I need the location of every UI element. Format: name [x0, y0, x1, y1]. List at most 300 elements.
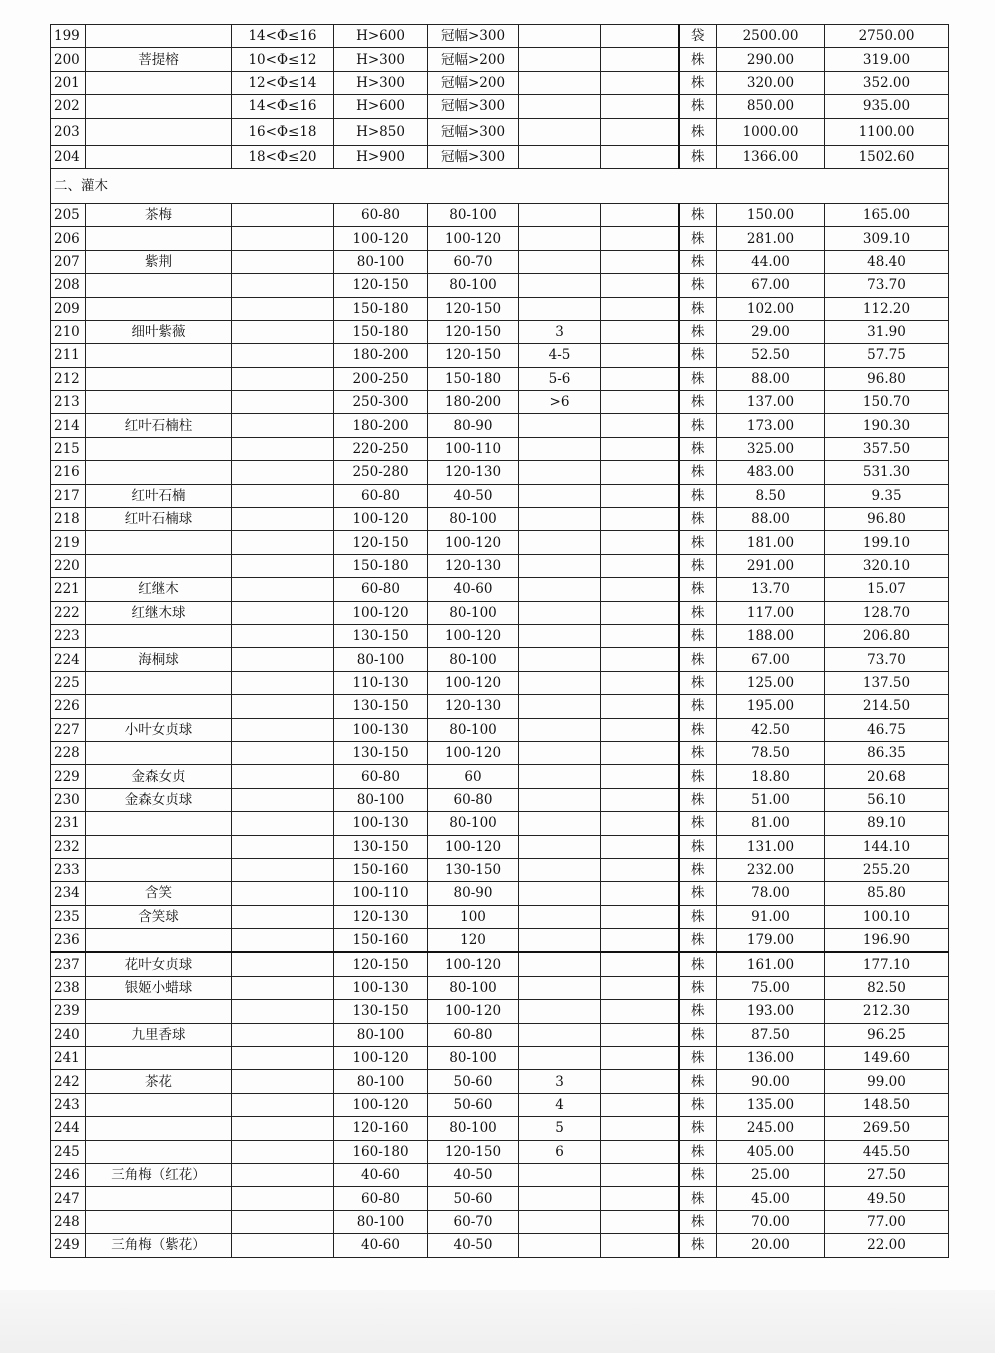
- crown-width-cell: 80-100: [428, 203, 519, 226]
- unit-cell: 袋: [679, 25, 717, 48]
- blank-spec-cell: [601, 1000, 679, 1023]
- row-number-cell: 207: [51, 250, 86, 273]
- price-incl-cell: 212.30: [825, 1000, 949, 1023]
- table-row: [51, 671, 949, 694]
- height-cell: 100-120: [334, 1093, 428, 1116]
- row-number-cell: 217: [51, 484, 86, 507]
- crown-width-cell: 80-90: [428, 414, 519, 437]
- price-incl-cell: 128.70: [825, 601, 949, 624]
- price-cell: 25.00: [717, 1163, 825, 1186]
- height-cell: 120-150: [334, 274, 428, 297]
- branch-count-cell: [519, 461, 601, 484]
- trunk-diameter-cell: [232, 1000, 334, 1023]
- row-number-cell: 237: [51, 952, 86, 976]
- height-cell: 130-150: [334, 741, 428, 764]
- blank-spec-cell: [601, 320, 679, 343]
- table-row: [51, 1210, 949, 1233]
- branch-count-cell: [519, 25, 601, 48]
- price-cell: 117.00: [717, 601, 825, 624]
- unit-cell: 株: [679, 976, 717, 999]
- crown-width-cell: 80-90: [428, 882, 519, 905]
- unit-cell: 株: [679, 1187, 717, 1210]
- branch-count-cell: 4: [519, 1093, 601, 1116]
- blank-spec-cell: [601, 718, 679, 741]
- blank-spec-cell: [601, 765, 679, 788]
- height-cell: 100-120: [334, 1047, 428, 1070]
- plant-name-cell: 细叶紫薇: [86, 320, 232, 343]
- table-row: [51, 25, 949, 48]
- price-cell: 45.00: [717, 1187, 825, 1210]
- price-incl-cell: 935.00: [825, 95, 949, 118]
- plant-name-cell: 花叶女贞球: [86, 952, 232, 976]
- crown-width-cell: 120-150: [428, 320, 519, 343]
- blank-spec-cell: [601, 1093, 679, 1116]
- plant-name-cell: [86, 25, 232, 48]
- blank-spec-cell: [601, 344, 679, 367]
- table-row: [51, 203, 949, 226]
- height-cell: H>900: [334, 145, 428, 168]
- price-cell: 91.00: [717, 905, 825, 928]
- height-cell: 80-100: [334, 788, 428, 811]
- blank-spec-cell: [601, 250, 679, 273]
- trunk-diameter-cell: [232, 1140, 334, 1163]
- unit-cell: 株: [679, 1210, 717, 1233]
- price-cell: 78.00: [717, 882, 825, 905]
- trunk-diameter-cell: 12<Φ≤14: [232, 71, 334, 94]
- row-number-cell: 231: [51, 812, 86, 835]
- plant-name-cell: [86, 145, 232, 168]
- table-row: [51, 437, 949, 460]
- trunk-diameter-cell: [232, 671, 334, 694]
- height-cell: 120-150: [334, 952, 428, 976]
- plant-name-cell: [86, 1093, 232, 1116]
- trunk-diameter-cell: 14<Φ≤16: [232, 95, 334, 118]
- table-row: [51, 695, 949, 718]
- branch-count-cell: [519, 531, 601, 554]
- trunk-diameter-cell: [232, 1163, 334, 1186]
- height-cell: H>300: [334, 48, 428, 71]
- trunk-diameter-cell: [232, 320, 334, 343]
- branch-count-cell: [519, 1023, 601, 1046]
- price-cell: 81.00: [717, 812, 825, 835]
- unit-cell: 株: [679, 344, 717, 367]
- crown-width-cell: 100-110: [428, 437, 519, 460]
- plant-name-cell: [86, 118, 232, 145]
- table-row: [51, 531, 949, 554]
- plant-name-cell: [86, 741, 232, 764]
- plant-name-cell: 茶花: [86, 1070, 232, 1093]
- unit-cell: 株: [679, 858, 717, 881]
- height-cell: 100-120: [334, 227, 428, 250]
- crown-width-cell: 40-50: [428, 1163, 519, 1186]
- row-number-cell: 234: [51, 882, 86, 905]
- crown-width-cell: 180-200: [428, 391, 519, 414]
- crown-width-cell: 冠幅>300: [428, 25, 519, 48]
- table-row: [51, 1117, 949, 1140]
- crown-width-cell: 120-130: [428, 461, 519, 484]
- branch-count-cell: [519, 414, 601, 437]
- blank-spec-cell: [601, 976, 679, 999]
- branch-count-cell: [519, 952, 601, 976]
- blank-spec-cell: [601, 274, 679, 297]
- plant-name-cell: 菩提榕: [86, 48, 232, 71]
- height-cell: 40-60: [334, 1234, 428, 1257]
- price-incl-cell: 86.35: [825, 741, 949, 764]
- crown-width-cell: 120: [428, 929, 519, 953]
- price-incl-cell: 165.00: [825, 203, 949, 226]
- crown-width-cell: 80-100: [428, 976, 519, 999]
- trunk-diameter-cell: [232, 905, 334, 928]
- unit-cell: 株: [679, 695, 717, 718]
- height-cell: 80-100: [334, 250, 428, 273]
- row-number-cell: 211: [51, 344, 86, 367]
- section-title: 二、灌木: [51, 168, 949, 203]
- branch-count-cell: [519, 858, 601, 881]
- height-cell: 220-250: [334, 437, 428, 460]
- unit-cell: 株: [679, 929, 717, 953]
- height-cell: 120-160: [334, 1117, 428, 1140]
- crown-width-cell: 100-120: [428, 952, 519, 976]
- height-cell: 100-130: [334, 812, 428, 835]
- crown-width-cell: 80-100: [428, 508, 519, 531]
- unit-cell: 株: [679, 484, 717, 507]
- plant-name-cell: 银姬小蜡球: [86, 976, 232, 999]
- row-number-cell: 224: [51, 648, 86, 671]
- blank-spec-cell: [601, 1140, 679, 1163]
- table-row: [51, 414, 949, 437]
- height-cell: 200-250: [334, 367, 428, 390]
- trunk-diameter-cell: [232, 203, 334, 226]
- table-row: [51, 145, 949, 168]
- price-cell: 29.00: [717, 320, 825, 343]
- price-cell: 87.50: [717, 1023, 825, 1046]
- price-cell: 320.00: [717, 71, 825, 94]
- height-cell: 100-120: [334, 508, 428, 531]
- price-incl-cell: 255.20: [825, 858, 949, 881]
- row-number-cell: 244: [51, 1117, 86, 1140]
- crown-width-cell: 100-120: [428, 624, 519, 647]
- plant-name-cell: 含笑球: [86, 905, 232, 928]
- price-cell: 188.00: [717, 624, 825, 647]
- crown-width-cell: 80-100: [428, 718, 519, 741]
- branch-count-cell: 5-6: [519, 367, 601, 390]
- blank-spec-cell: [601, 1047, 679, 1070]
- price-cell: 20.00: [717, 1234, 825, 1257]
- price-incl-cell: 96.80: [825, 508, 949, 531]
- trunk-diameter-cell: [232, 367, 334, 390]
- price-incl-cell: 73.70: [825, 648, 949, 671]
- branch-count-cell: 3: [519, 1070, 601, 1093]
- plant-name-cell: [86, 812, 232, 835]
- price-cell: 137.00: [717, 391, 825, 414]
- plant-name-cell: [86, 71, 232, 94]
- row-number-cell: 233: [51, 858, 86, 881]
- height-cell: 130-150: [334, 695, 428, 718]
- blank-spec-cell: [601, 1023, 679, 1046]
- plant-name-cell: [86, 1000, 232, 1023]
- table-row: [51, 765, 949, 788]
- price-incl-cell: 49.50: [825, 1187, 949, 1210]
- trunk-diameter-cell: [232, 554, 334, 577]
- price-incl-cell: 320.10: [825, 554, 949, 577]
- crown-width-cell: 50-60: [428, 1070, 519, 1093]
- plant-name-cell: 茶梅: [86, 203, 232, 226]
- table-row: [51, 1000, 949, 1023]
- crown-width-cell: 100-120: [428, 835, 519, 858]
- height-cell: 100-110: [334, 882, 428, 905]
- blank-spec-cell: [601, 484, 679, 507]
- price-incl-cell: 31.90: [825, 320, 949, 343]
- blank-spec-cell: [601, 601, 679, 624]
- branch-count-cell: [519, 227, 601, 250]
- plant-name-cell: 三角梅（红花）: [86, 1163, 232, 1186]
- crown-width-cell: 80-100: [428, 601, 519, 624]
- price-incl-cell: 46.75: [825, 718, 949, 741]
- height-cell: H>300: [334, 71, 428, 94]
- trunk-diameter-cell: [232, 835, 334, 858]
- trunk-diameter-cell: [232, 1023, 334, 1046]
- trunk-diameter-cell: [232, 227, 334, 250]
- plant-name-cell: [86, 835, 232, 858]
- price-incl-cell: 77.00: [825, 1210, 949, 1233]
- blank-spec-cell: [601, 1163, 679, 1186]
- table-row: [51, 554, 949, 577]
- price-cell: 67.00: [717, 274, 825, 297]
- unit-cell: 株: [679, 835, 717, 858]
- plant-name-cell: [86, 531, 232, 554]
- crown-width-cell: 50-60: [428, 1093, 519, 1116]
- trunk-diameter-cell: [232, 882, 334, 905]
- trunk-diameter-cell: [232, 414, 334, 437]
- price-incl-cell: 190.30: [825, 414, 949, 437]
- row-number-cell: 241: [51, 1047, 86, 1070]
- unit-cell: 株: [679, 1000, 717, 1023]
- crown-width-cell: 冠幅>300: [428, 145, 519, 168]
- row-number-cell: 210: [51, 320, 86, 343]
- trunk-diameter-cell: [232, 391, 334, 414]
- price-cell: 179.00: [717, 929, 825, 953]
- row-number-cell: 213: [51, 391, 86, 414]
- price-incl-cell: 137.50: [825, 671, 949, 694]
- trunk-diameter-cell: [232, 578, 334, 601]
- row-number-cell: 235: [51, 905, 86, 928]
- crown-width-cell: 40-50: [428, 484, 519, 507]
- crown-width-cell: 80-100: [428, 812, 519, 835]
- price-incl-cell: 22.00: [825, 1234, 949, 1257]
- price-cell: 195.00: [717, 695, 825, 718]
- blank-spec-cell: [601, 905, 679, 928]
- branch-count-cell: [519, 741, 601, 764]
- crown-width-cell: 80-100: [428, 1117, 519, 1140]
- unit-cell: 株: [679, 1163, 717, 1186]
- price-incl-cell: 27.50: [825, 1163, 949, 1186]
- height-cell: 100-130: [334, 976, 428, 999]
- branch-count-cell: 6: [519, 1140, 601, 1163]
- branch-count-cell: [519, 508, 601, 531]
- unit-cell: 株: [679, 48, 717, 71]
- table-row: [51, 461, 949, 484]
- table-row: [51, 274, 949, 297]
- price-cell: 18.80: [717, 765, 825, 788]
- blank-spec-cell: [601, 1117, 679, 1140]
- price-cell: 136.00: [717, 1047, 825, 1070]
- price-incl-cell: 15.07: [825, 578, 949, 601]
- crown-width-cell: 120-130: [428, 695, 519, 718]
- trunk-diameter-cell: [232, 531, 334, 554]
- price-incl-cell: 73.70: [825, 274, 949, 297]
- trunk-diameter-cell: [232, 718, 334, 741]
- price-cell: 131.00: [717, 835, 825, 858]
- branch-count-cell: [519, 648, 601, 671]
- crown-width-cell: 80-100: [428, 274, 519, 297]
- plant-name-cell: [86, 437, 232, 460]
- unit-cell: 株: [679, 671, 717, 694]
- blank-spec-cell: [601, 461, 679, 484]
- table-row: [51, 250, 949, 273]
- height-cell: 160-180: [334, 1140, 428, 1163]
- row-number-cell: 205: [51, 203, 86, 226]
- price-cell: 161.00: [717, 952, 825, 976]
- branch-count-cell: [519, 835, 601, 858]
- height-cell: 150-180: [334, 554, 428, 577]
- crown-width-cell: 60-80: [428, 788, 519, 811]
- height-cell: 130-150: [334, 624, 428, 647]
- branch-count-cell: [519, 882, 601, 905]
- unit-cell: 株: [679, 788, 717, 811]
- plant-name-cell: [86, 297, 232, 320]
- row-number-cell: 203: [51, 118, 86, 145]
- height-cell: 110-130: [334, 671, 428, 694]
- price-cell: 13.70: [717, 578, 825, 601]
- branch-count-cell: [519, 554, 601, 577]
- price-incl-cell: 177.10: [825, 952, 949, 976]
- crown-width-cell: 60-70: [428, 250, 519, 273]
- price-incl-cell: 269.50: [825, 1117, 949, 1140]
- trunk-diameter-cell: 18<Φ≤20: [232, 145, 334, 168]
- crown-width-cell: 100-120: [428, 1000, 519, 1023]
- height-cell: 180-200: [334, 344, 428, 367]
- table-row: [51, 227, 949, 250]
- trunk-diameter-cell: [232, 741, 334, 764]
- plant-name-cell: [86, 1140, 232, 1163]
- trunk-diameter-cell: [232, 1187, 334, 1210]
- row-number-cell: 230: [51, 788, 86, 811]
- table-row: [51, 858, 949, 881]
- crown-width-cell: 60: [428, 765, 519, 788]
- row-number-cell: 238: [51, 976, 86, 999]
- trunk-diameter-cell: 10<Φ≤12: [232, 48, 334, 71]
- unit-cell: 株: [679, 274, 717, 297]
- branch-count-cell: [519, 765, 601, 788]
- branch-count-cell: [519, 437, 601, 460]
- unit-cell: 株: [679, 1140, 717, 1163]
- table-row: [51, 929, 949, 953]
- crown-width-cell: 冠幅>300: [428, 95, 519, 118]
- row-number-cell: 222: [51, 601, 86, 624]
- crown-width-cell: 120-150: [428, 1140, 519, 1163]
- row-number-cell: 201: [51, 71, 86, 94]
- unit-cell: 株: [679, 414, 717, 437]
- table-row: [51, 1163, 949, 1186]
- trunk-diameter-cell: [232, 1234, 334, 1257]
- row-number-cell: 232: [51, 835, 86, 858]
- plant-name-cell: 九里香球: [86, 1023, 232, 1046]
- height-cell: 150-160: [334, 858, 428, 881]
- price-cell: 70.00: [717, 1210, 825, 1233]
- trunk-diameter-cell: [232, 508, 334, 531]
- crown-width-cell: 80-100: [428, 648, 519, 671]
- trunk-diameter-cell: [232, 929, 334, 953]
- height-cell: 100-120: [334, 601, 428, 624]
- row-number-cell: 206: [51, 227, 86, 250]
- blank-spec-cell: [601, 71, 679, 94]
- plant-name-cell: 红叶石楠柱: [86, 414, 232, 437]
- table-row: [51, 71, 949, 94]
- price-incl-cell: 199.10: [825, 531, 949, 554]
- blank-spec-cell: [601, 624, 679, 647]
- row-number-cell: 223: [51, 624, 86, 647]
- height-cell: 100-130: [334, 718, 428, 741]
- unit-cell: 株: [679, 531, 717, 554]
- crown-width-cell: 40-50: [428, 1234, 519, 1257]
- blank-spec-cell: [601, 297, 679, 320]
- table-row: [51, 835, 949, 858]
- trunk-diameter-cell: [232, 274, 334, 297]
- unit-cell: 株: [679, 718, 717, 741]
- trunk-diameter-cell: [232, 437, 334, 460]
- crown-width-cell: 100-120: [428, 671, 519, 694]
- plant-name-cell: [86, 461, 232, 484]
- unit-cell: 株: [679, 554, 717, 577]
- blank-spec-cell: [601, 203, 679, 226]
- height-cell: 150-160: [334, 929, 428, 953]
- table-row: [51, 1047, 949, 1070]
- trunk-diameter-cell: [232, 1070, 334, 1093]
- table-row: [51, 95, 949, 118]
- table-row: [51, 320, 949, 343]
- crown-width-cell: 120-150: [428, 344, 519, 367]
- plant-name-cell: [86, 1117, 232, 1140]
- crown-width-cell: 60-70: [428, 1210, 519, 1233]
- plant-name-cell: 红叶石楠: [86, 484, 232, 507]
- height-cell: H>600: [334, 25, 428, 48]
- unit-cell: 株: [679, 118, 717, 145]
- row-number-cell: 209: [51, 297, 86, 320]
- height-cell: H>600: [334, 95, 428, 118]
- unit-cell: 株: [679, 1070, 717, 1093]
- unit-cell: 株: [679, 508, 717, 531]
- branch-count-cell: [519, 250, 601, 273]
- price-cell: 173.00: [717, 414, 825, 437]
- branch-count-cell: [519, 578, 601, 601]
- blank-spec-cell: [601, 858, 679, 881]
- unit-cell: 株: [679, 461, 717, 484]
- price-cell: 135.00: [717, 1093, 825, 1116]
- plant-name-cell: 红继木: [86, 578, 232, 601]
- height-cell: 250-300: [334, 391, 428, 414]
- trunk-diameter-cell: [232, 648, 334, 671]
- height-cell: 120-130: [334, 905, 428, 928]
- table-row: [51, 367, 949, 390]
- plant-name-cell: [86, 367, 232, 390]
- blank-spec-cell: [601, 118, 679, 145]
- height-cell: H>850: [334, 118, 428, 145]
- branch-count-cell: [519, 1210, 601, 1233]
- table-row: [51, 788, 949, 811]
- trunk-diameter-cell: 16<Φ≤18: [232, 118, 334, 145]
- row-number-cell: 214: [51, 414, 86, 437]
- branch-count-cell: 3: [519, 320, 601, 343]
